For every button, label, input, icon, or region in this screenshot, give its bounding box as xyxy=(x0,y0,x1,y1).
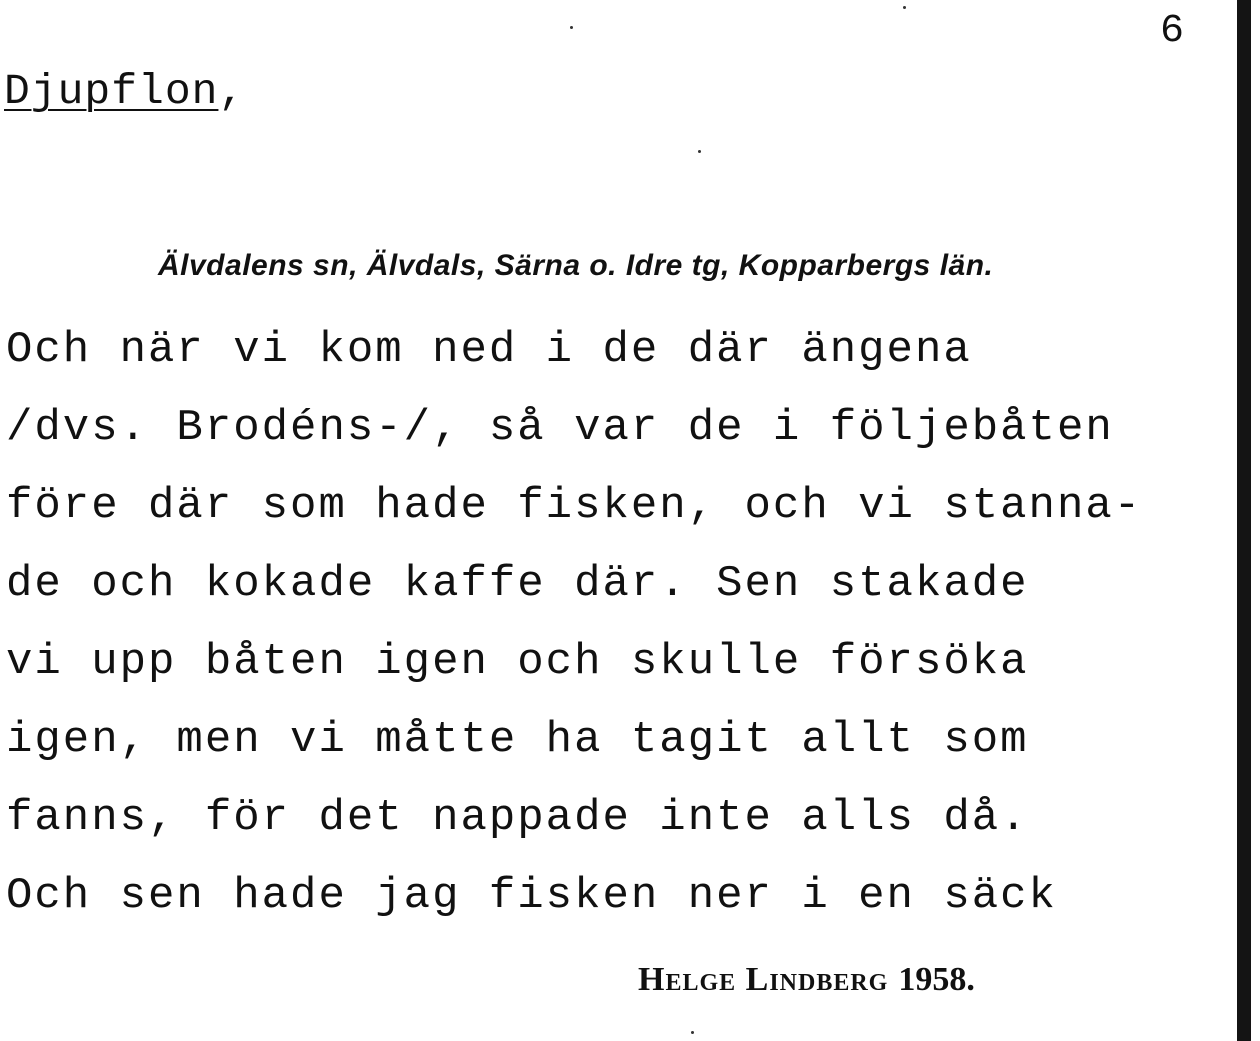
body-line: Och sen hade jag fisken ner i en säck xyxy=(6,871,1057,921)
transcript-body xyxy=(6,320,1142,944)
scan-speck xyxy=(698,150,701,153)
scan-speck xyxy=(691,1031,694,1034)
signature-name: Helge Lindberg xyxy=(638,961,889,998)
page-number: 6 xyxy=(1160,9,1185,54)
signature-year: 1958 xyxy=(898,961,967,998)
body-line: före där som hade fisken, och vi stanna- xyxy=(6,481,1143,531)
body-line: de och kokade kaffe där. Sen stakade xyxy=(6,559,1029,609)
signature-period: . xyxy=(966,961,975,998)
body-line: /dvs. Brodéns-/, så var de i följebåten xyxy=(6,403,1114,453)
location-line: Älvdalens sn, Älvdals, Särna o. Idre tg, Kopparbergs län. xyxy=(158,249,994,282)
body-line: Och när vi kom ned i de där ängena xyxy=(6,325,972,375)
body-line: fanns, för det nappade inte alls då. xyxy=(6,793,1029,843)
heading-comma: , xyxy=(218,67,246,116)
signature-stamp xyxy=(638,958,975,1002)
scan-speck xyxy=(903,6,906,9)
body-line: igen, men vi måtte ha tagit allt som xyxy=(6,715,1029,765)
body-line: vi upp båten igen och skulle försöka xyxy=(6,637,1029,687)
scan-edge-border xyxy=(1237,0,1251,1041)
place-heading xyxy=(4,66,245,118)
scan-speck xyxy=(570,26,573,29)
place-name: Djupflon xyxy=(4,67,219,116)
